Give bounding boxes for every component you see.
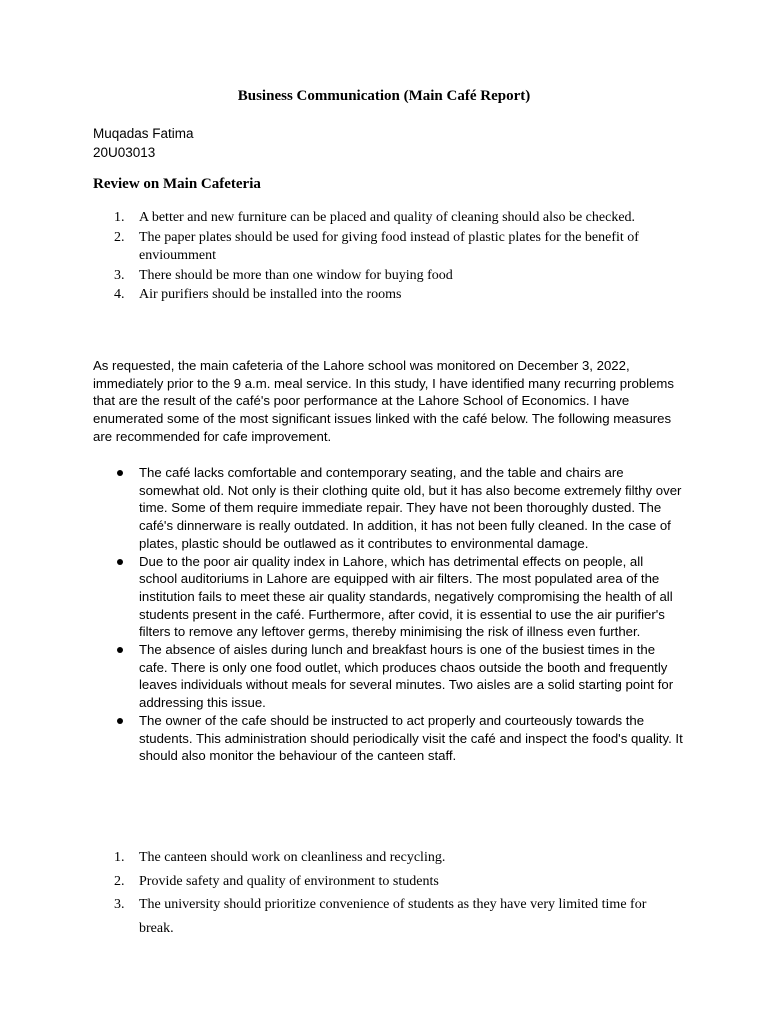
list-item-text: There should be more than one window for buying food	[139, 267, 453, 283]
list-item	[93, 870, 653, 894]
list-item	[93, 893, 653, 940]
list-number: 3.	[114, 267, 125, 283]
issues-list	[93, 464, 683, 765]
bullet-text: The owner of the cafe should be instructed to act properly and courteously towards the students. This administration should periodically visit the café and inspect the food's quality. It should also monitor the behaviour of the canteen staff.	[139, 712, 683, 764]
conclusions-list	[93, 846, 653, 940]
list-item-text: The canteen should work on cleanliness and recycling.	[139, 850, 446, 865]
bullet-text: Due to the poor air quality index in Lahore, which has detrimental effects on people, all school auditoriums in Lahore are equipped with air filters. The most populated area of the institution fails to meet these air quality standards, negatively compromising the health of all students present in the café. Furthermore, after covid, it is essential to use the air purifier's filters to remove any leftover germs, thereby minimising the risk of illness even further.	[139, 553, 673, 640]
bullet-icon	[117, 647, 123, 653]
list-item	[93, 286, 653, 305]
list-item-text: A better and new furniture can be placed and quality of cleaning should also be checked.	[139, 210, 636, 225]
list-item-text: Air purifiers should be installed into the rooms	[139, 287, 402, 302]
list-number: 1.	[114, 210, 125, 225]
bullet-icon	[117, 470, 123, 476]
bullet-icon	[117, 559, 123, 565]
bullet-text: The café lacks comfortable and contemporary seating, and the table and chairs are somewhat old. Not only is their clothing quite old, but it has also become extremely filthy over time. Some of them require immediate repair. They have not been thoroughly dusted. The café's dinnerware is really outdated. In addition, it has not been fully cleaned. In the case of plates, plastic should be outlawed as it contributes to environmental damage.	[139, 465, 682, 551]
list-number: 2.	[114, 873, 125, 889]
list-number: 1.	[114, 850, 125, 865]
list-number: 3.	[114, 897, 125, 912]
list-item-text: The paper plates should be used for giving food instead of plastic plates for the benefit of envioumment	[139, 229, 639, 263]
document-title: Business Communication (Main Café Report)	[237, 88, 531, 104]
student-id: 20U03013	[93, 145, 156, 160]
recommendations-list	[93, 209, 653, 306]
bullet-text: The absence of aisles during lunch and breakfast hours is one of the busiest times in the cafe. There is only one food outlet, which produces chaos outside the booth and frequently leaves individuals without meals for several minutes. Two aisles are a solid starting point for addressing this issue.	[139, 642, 674, 711]
list-item	[93, 209, 653, 228]
list-item	[93, 267, 653, 286]
review-heading: Review on Main Cafeteria	[93, 176, 261, 192]
list-item	[93, 846, 653, 870]
bullet-item	[93, 641, 683, 712]
list-item-text: Provide safety and quality of environment to students	[139, 873, 439, 889]
list-number: 2.	[114, 229, 125, 245]
author-block	[93, 124, 194, 162]
bullet-item	[93, 464, 683, 553]
author-name: Muqadas Fatima	[93, 126, 194, 141]
bullet-item	[93, 712, 683, 765]
list-item	[93, 229, 653, 266]
list-item-text: The university should prioritize convenience of students as they have very limited time for break.	[139, 897, 647, 936]
intro-paragraph: As requested, the main cafeteria of the Lahore school was monitored on December 3, 2022, immediately prior to the 9 a.m. meal service. In this study, I have identified many recurring problems that are the result of the café's poor performance at the Lahore School of Economics. I have enumerated some of the most significant issues linked with the café below. The following measures are recommended for cafe improvement.	[93, 358, 674, 444]
bullet-item	[93, 553, 683, 642]
list-number: 4.	[114, 287, 125, 302]
bullet-icon	[117, 718, 123, 724]
